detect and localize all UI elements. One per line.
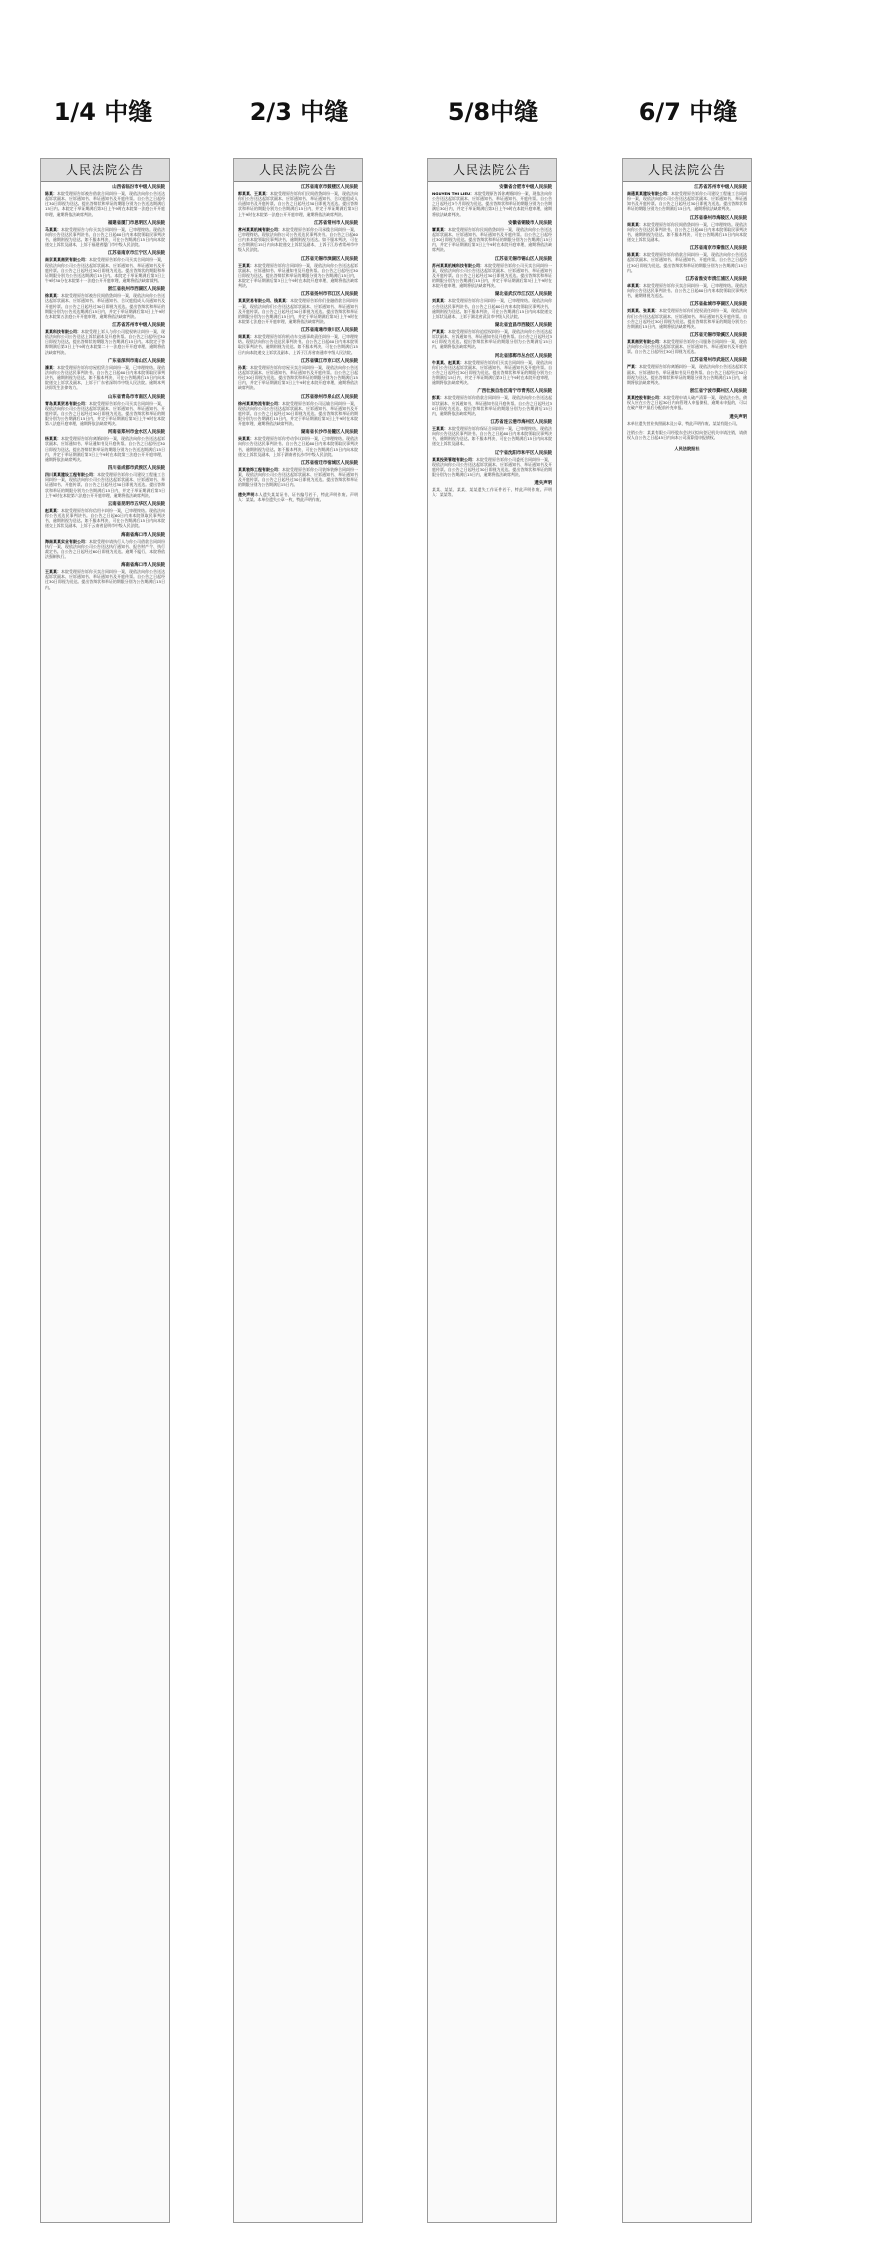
notice-body: 本院受理原告诉你们民间借贷纠纷一案，现依法向你们公告送达起诉状副本、应诉通知书、举证通知书、合议庭组成人员通知书及开庭传票。自公告之日起经过30日即视为送达。提出答辩状和举证的期限分别为公告期满后15日内，并定于举证期满后第3日上午9时在本院第一法庭公开开庭审理，逾期将依法缺席判决。 [238,191,358,217]
notice-party: 潘某： [45,364,58,370]
column-body [234,182,362,502]
column-label-1: 1/4 中缝 [53,98,153,126]
notice-block [627,358,747,385]
notice-text [627,222,747,243]
notice-body: 本院受理原告诉你追偿权纠纷一案，现依法向你公告送达起诉状副本、应诉通知书、举证通知书及开庭传票。自公告之日起经过30日即视为送达。提出答辩状和举证的期限分别为公告期满后15日内，逾期将依法缺席判决。 [432,328,552,350]
notice-body: 本院受理原告诉你公司买卖合同纠纷一案，现依法向你公司公告送达起诉状副本、应诉通知书、举证通知书及开庭传票。自公告之日起经过30日即视为送达。提出答辩状和举证的期限分别为公告期满后15日内，并定于举证期满后第3日上午9时在本院开庭审理，逾期将依法缺席判决。 [432,262,553,289]
notice-body: 本院受理原告诉你离婚纠纷一案，现依法向你公告送达起诉状副本、应诉通知书、举证通知书及开庭传票。自公告之日起经过30日即视为送达。提出答辩状和举证的期限分别为公告期满后15日内，逾期将依法缺席判决。 [627,364,748,385]
notice-party: 卓某某： [627,282,644,288]
notice-body: 本院受理原告诉你合同纠纷一案，已审理终结。现依法向你公告送达民事判决书。自公告之日起60日内来本院领取民事判决书，逾期则视为送达。如不服本判决，可在公告期满后15日内向本院递交上诉状及副本，上诉于湖北省武汉市中级人民法院。 [432,298,552,319]
notice-text [45,436,165,462]
notice-block [432,221,552,253]
court-name: 河北省邯郸市丛台区人民法院 [494,353,552,359]
court-name: 江苏省连云港市海州区人民法院 [490,420,552,425]
notice-block [627,389,747,410]
notice-block [238,257,358,289]
notice-text [238,263,358,289]
notice-body: 本院受理原告诉你买卖合同纠纷一案，已审理终结。现依法向你公告送达民事判决书。自公告之日起60日内来本院领取民事判决书，逾期则视为送达。 [627,282,747,299]
notice-block [432,354,552,386]
notice-text [432,329,552,350]
court-name: 广东省深圳市南山区人民法院 [107,358,165,364]
notice-party: 遗失声明 [238,491,255,497]
notice-block [432,257,552,289]
notice-body: 本院受理原告诉你借款合同纠纷一案，现依法向你公告送达起诉状副本、应诉通知书、举证通知书、开庭传票。自公告之日起经过30日即视为送达。提出答辩状和举证的期限分别为公告期满后15日内。 [627,252,747,273]
notice-party: 郭某某、王某某： [238,191,271,196]
notice-party: 孙某： [238,364,251,370]
court-name: 江苏省南京市鼓楼区人民法院 [300,185,358,190]
notice-body: 本院受理原告诉你民间借贷纠纷一案，现依法向你公告送达起诉状副本、应诉通知书、举证通知书及开庭传票。自公告之日起经过30日即视为送达。提出答辩状和举证的期限分别为公告期满后15日内，并定于举证期满后第3日上午9时在本院开庭审理，逾期将依法缺席判决。 [432,226,552,253]
notice-body: 本院受理原告与你买卖合同纠纷一案，已审理终结。现依法向你公告送达民事判决书。自公告之日起60日内来本院领取民事判决书，逾期则视为送达。如不服本判决，可在公告期满后15日内向本院递交上诉状及副本，上诉于福建省厦门市中级人民法院。 [45,226,165,248]
notice-block [238,221,358,253]
court-name: 江苏省盐城市亭湖区人民法院 [689,302,747,308]
court-name: 江苏省苏州市中级人民法院 [112,322,165,328]
notice-party: 某某投资管理有限公司： [432,456,477,462]
notice-party: 苏州某某机械科技有限公司： [432,262,485,268]
notice-block [432,481,552,497]
court-name: 广西壮族自治区南宁市青秀区人民法院 [477,389,552,395]
notice-body: 本院受理申请人破产清算一案，现依法公告。债权人应在公告之日起30日内向管理人申报债权，逾期未申报的，可以在破产财产最后分配前补充申报。 [627,395,748,411]
notice-block [432,389,552,416]
column-label-3: 5/8中缝 [447,98,539,126]
court-name: 江苏省徐州市泉山区人民法院 [300,394,358,400]
court-name: 江苏省南京市江宁区人民法院 [107,251,165,257]
notice-block [627,302,747,329]
court-name: 安徽省合肥市中级人民法院 [499,185,552,190]
column-header: 人民法院公告 [428,159,556,182]
court-name: 海南省海口市人民法院 [121,563,165,569]
notice-block [627,277,747,298]
notice-body: 本院受理原告诉你合同纠纷一案，现依法向你公告送达起诉状副本、应诉通知书、举证通知书及开庭传票。自公告之日起经过30日即视为送达。提出答辩状和举证的期限分别为公告期满后15日内，本院定于举证期满后第3日上午9时在本院开庭审理，逾期将依法缺席判决。 [238,262,358,289]
notice-text [238,227,358,253]
court-name: 江苏省南京市秦淮区人民法院 [689,246,747,252]
notice-party: 王某某： [238,262,255,268]
notice-body: 本院受理上诉人与你公司股权转让纠纷一案，现依法向你公司公告送达上诉状副本及开庭传票。自公告之日起经过30日即视为送达。提出答辩状的期限为公告期满后15日内。本院定于答辩期满后第3日上午9时在本院第二十一法庭公开开庭审理，逾期将依法缺席判决。 [45,328,166,355]
notice-party: 某某科技有限公司： [45,328,82,334]
column-label-2: 2/3 中缝 [249,98,349,126]
notice-text [627,395,747,410]
notice-body: 本院受理原告诉你信用卡纠纷一案，已审理终结。现依法向你公告送达民事判决书。自公告之日起60日内来本院领取民事判决书，逾期则视为送达。如不服本判决，可在公告期满后15日内向本院递交上诉状及副本，上诉于云南省昆明市中级人民法院。 [45,507,165,529]
notice-block [432,451,552,478]
notice-body: 本院受理原告诉你公司装饰装修合同纠纷一案，现依法向你公司公告送达起诉状副本、应诉通知书、举证通知书及开庭传票。自公告之日起经过30日即视为送达。提出答辩状和举证的期限分别为公告期满后15日内。 [238,466,359,488]
notice-party: 陈某： [45,191,58,196]
notice-party: 刘某某： [432,298,449,304]
notice-text [432,360,552,386]
court-name: 江苏省扬州市邗江区人民法院 [300,292,358,298]
court-name: 江苏省泰州市海陵区人民法院 [689,215,747,221]
notice-party: 赵某某： [45,507,62,513]
notice-body: 本院受理原告诉你公司运输合同纠纷一案，现依法向你公司公告送达起诉状副本、应诉通知书、举证通知书及开庭传票。自公告之日起经过30日即视为送达。提出答辩状和举证的期限分别为公告期满后15日内，并定于举证期满后第3日上午9时在本院开庭审理，逾期将依法缺席判决。 [238,400,359,427]
notice-block [627,430,747,440]
court-name: 湖北省武汉市江汉区人民法院 [494,292,552,298]
notice-column [622,158,752,2223]
notice-block [45,359,165,391]
notice-body: 本院受理原告诉你房屋租赁合同纠纷一案，已审理终结。现依法向你公告送达民事判决书。自公告之日起60日内来本院领取民事判决书，逾期则视为送达。如不服本判决，可在公告期满后15日内向本院递交上诉状及副本，上诉于广东省深圳市中级人民法院。逾期本判决即发生法律效力。 [45,364,166,391]
notice-text [45,508,165,529]
notice-party: 四川某某建设工程有限公司： [45,472,98,478]
notice-text [432,263,552,289]
notice-body: 本院受理原告诉你劳动争议纠纷一案，已审理终结。现依法向你公告送达民事判决书。自公告之日起60日内来本院领取民事判决书，逾期则视为送达。如不服本判决，可在公告期满后15日内向本院递交上诉状及副本，上诉于湖南省长沙市中级人民法院。 [238,436,358,457]
notice-block [627,415,747,426]
court-name: 浙江省杭州市西湖区人民法院 [107,287,165,293]
notice-body: 本院受理原告诉你房屋买卖合同纠纷一案，现依法向你公告送达起诉状副本、应诉通知书、举证通知书及开庭传票。自公告之日起经过30日即视为送达。提出答辩状和举证的期限分别为公告期满后15日内，并定于举证期满后第3日上午9时在本院开庭审理，逾期将依法缺席判决。 [238,364,359,391]
footer-note: 人民法院报社 [674,446,700,451]
notice-party: 某某贸易有限公司、钱某某： [238,298,291,304]
notice-text [45,257,165,283]
court-name: 福建省厦门市思明区人民法院 [107,220,165,226]
notice-body: 本院受理原告诉你离婚纠纷一案，现依法向你公告送达起诉状副本、应诉通知书、举证通知书、开庭传票。自公告之日起经过3个月即视为送达。提出答辩状和举证的期限分别为公告期满后30日内，并定于举证期满后第3日上午9时在本院开庭审理，逾期将依法缺席判决。 [432,191,553,217]
notice-body: 本院受理申请执行人与你公司借款合同纠纷执行一案，现依法向你公司公告送达执行通知书、报告财产令、执行裁定书。自公告之日起经过60日即视为送达。逾期不履行，本院将依法强制执行。 [45,538,166,559]
notice-party: 陈某某： [627,252,644,258]
notice-text [238,467,358,488]
notice-text [627,421,747,426]
notice-text [432,457,552,478]
court-name: 辽宁省沈阳市和平区人民法院 [494,450,552,456]
notice-text [627,339,747,354]
notice-body: 本单位遗失营业执照副本及公章，特此声明作废。某某有限公司。 [627,420,740,426]
notice-text [432,227,552,253]
notice-body: 某某、某某、某某、某某遗失工作证件若干，特此声明作废。声明人：某某等。 [432,487,552,498]
notice-party: 王某某： [432,426,449,431]
notice-text [45,472,165,498]
court-name: 湖南省长沙市岳麓区人民法院 [300,430,358,436]
court-name: 江苏省常州市人民法院 [314,220,358,226]
notice-block [45,466,165,498]
notice-party: NGUYEN THI LIEU： [432,191,475,196]
court-name: 江苏省无锡市梁溪区人民法院 [689,332,747,338]
court-name: 遗失声明 [729,414,747,420]
notice-body: 本院受理原告诉你机动车交通事故责任纠纷一案，已审理终结。现依法向你公告送达民事判决书。自公告之日起60日内来本院领取民事判决书，逾期则视为送达。如不服本判决，可在公告期满后15日内向本院递交上诉状及副本，上诉于江苏省南通市中级人民法院。 [238,334,358,355]
notice-body: 本院受理原告诉你公司建设工程施工合同纠纷一案，现依法向你公司公告送达起诉状副本、应诉通知书、举证通知书及开庭传票。自公告之日起经过30日即视为送达。提出答辩状和举证的期限分别为公告期满后15日内，逾期将依法缺席判决。 [627,191,748,212]
notice-text [238,401,358,427]
notice-party: 某某控股有限公司： [627,395,664,401]
notice-text [238,298,358,324]
notice-text [238,436,358,457]
notice-body: 注销公告：某某有限公司经股东会决议拟向登记机关申请注销，请债权人自公告之日起45日内向本公司清算组申报债权。 [627,429,747,440]
column-body [623,182,751,451]
court-name: 湖北省宜昌市西陵区人民法院 [494,322,552,328]
notice-party: 严某： [627,364,640,370]
notice-text [627,283,747,298]
court-name: 山西省临汾市中级人民法院 [112,185,165,190]
notice-body: 本院受理原告诉你公司服务合同纠纷一案，现依法向你公司公告送达起诉状副本、应诉通知书、举证通知书及开庭传票。自公告之日起经过30日即视为送达。 [627,338,748,355]
notice-text [432,395,552,416]
notice-body: 本院受理原告诉你借款合同纠纷一案，现依法向你公告送达起诉状副本、应诉通知书、举证通知书及开庭传票。自公告之日起经过30日即视为送达。提出答辩状和举证的期限分别为公告期满后15日内，逾期将依法缺席判决。 [432,395,553,416]
notice-party: 马某某： [45,226,62,232]
notice-text [45,539,165,560]
notice-block [432,292,552,319]
notice-body: 本院受理原告诉你公司委托合同纠纷一案，现依法向你公司公告送达起诉状副本、应诉通知书、举证通知书及开庭传票。自公告之日起经过30日即视为送达。提出答辩状和举证的期限分别为公告期满后15日内，逾期将依法缺席判决。 [432,456,553,478]
notice-party: 海南某某实业有限公司： [45,538,90,544]
notice-block [238,359,358,391]
notice-text [432,487,552,497]
notice-block [45,221,165,248]
notice-block [432,420,552,447]
notice-block [45,251,165,283]
notice-party: 青岛某某贸易有限公司： [45,400,90,406]
notice-body: 本院受理原告诉你民间借贷纠纷一案，已审理终结。现依法向你公告送达民事判决书。自公告之日起60日内来本院领取民事判决书，逾期则视为送达。如不服本判决，可在公告期满后15日内向本院递交上诉状及副本。 [627,221,747,243]
notice-party: 南通某某建设有限公司： [627,191,672,196]
notice-party: 严某某： [432,328,449,334]
notice-party: 刘某某、张某某： [627,308,660,314]
notice-block [45,502,165,529]
notice-block [45,185,165,217]
court-name: 江苏省苏州市中级人民法院 [694,185,747,190]
notice-text [45,365,165,391]
notice-block [627,185,747,212]
court-name: 江苏省常州市武进区人民法院 [689,358,747,364]
notice-text [432,426,552,447]
notice-text [627,191,747,212]
court-name: 江苏省无锡市锡山区人民法院 [494,256,552,262]
column-label-4: 6/7 中缝 [638,98,738,126]
column-body [41,182,169,590]
notice-text [45,293,165,319]
column-header: 人民法院公告 [623,159,751,182]
column-header: 人民法院公告 [41,159,169,182]
notice-block [45,287,165,319]
court-name: 江苏省无锡市滨湖区人民法院 [300,256,358,262]
notice-text [45,191,165,217]
notice-party: 彭某： [432,395,445,401]
court-name: 江苏省镇江市京口区人民法院 [300,358,358,364]
notice-block [45,395,165,427]
notice-body: 本院受理原告诉你们买卖合同纠纷一案，现依法向你们公告送达起诉状副本、应诉通知书、举证通知书及开庭传票。自公告之日起经过30日即视为送达。提出答辩状和举证的期限分别为公告期满后15日内，并定于举证期满后第3日上午9时在本院开庭审理，逾期将依法缺席判决。 [432,359,552,386]
court-name: 海南省海口市人民法院 [121,532,165,538]
notice-block [238,430,358,457]
notice-party: 徐某某： [45,293,62,299]
notice-text [238,492,358,502]
notice-party: 杨某某： [45,436,62,442]
court-name: 江苏省宿迁市宿城区人民法院 [300,460,358,466]
notice-party: 王某某： [45,569,62,575]
notice-block [432,185,552,217]
notice-column [40,158,170,2223]
notice-party: 吴某某： [238,436,255,442]
court-name: 安徽省铜陵市人民法院 [508,220,552,226]
notice-text [45,329,165,355]
notice-text [45,569,165,590]
notice-block [238,328,358,355]
notice-block [238,395,358,427]
notice-body: 本院受理原告诉你公司承揽合同纠纷一案，已审理终结。现依法向你公司公告送达民事判决书。自公告之日起60日内来本院领取民事判决书，逾期则视为送达。如不服本判决，可在公告期满后15日内向本院递交上诉状及副本，上诉于江苏省常州市中级人民法院。 [238,226,359,253]
notice-block [238,292,358,324]
notice-body: 本院受理原告诉你公司买卖合同纠纷一案，现依法向你公司公告送达起诉状副本、应诉通知书、举证通知书、开庭传票。自公告之日起经过30日即视为送达。提出答辩状和举证的期限分别为公告期满后15日内，并定于举证期满后第3日上午9时在本院第八法庭开庭审理，逾期将依法缺席判决。 [45,400,166,427]
notice-party: 某某装饰工程有限公司： [238,466,283,472]
court-name: 江苏省淮安市清江浦区人民法院 [685,276,747,282]
notice-body: 本院受理原告诉你们侵权责任纠纷一案，现依法向你们公告送达起诉状副本、应诉通知书、举证通知书及开庭传票。自公告之日起经过30日即视为送达。提出答辩状和举证的期限分别为公告期满后15日内，逾期将依法缺席判决。 [627,308,747,329]
column-header: 人民法院公告 [234,159,362,182]
notice-column [233,158,363,2223]
notice-text [627,364,747,385]
notice-block [45,323,165,355]
notice-block [45,533,165,560]
notice-party: 牛某某、赵某某： [432,359,465,365]
court-name: 浙江省宁波市鄞州区人民法院 [689,389,747,395]
notice-party: 周某某： [238,334,255,340]
notice-party: 常州某某机械有限公司： [238,226,283,232]
court-name: 江苏省南通市崇川区人民法院 [300,328,358,334]
notice-text [238,191,358,217]
notice-body: 本院受理原告诉你公司买卖合同纠纷一案，现依法向你公司公告送达起诉状副本、应诉通知书、举证通知书及开庭传票。自公告之日起经过30日即视为送达。提出答辩状的期限和举证期限分别为公告送达期满后15日内。本院定于举证期满后第3日上午9时30分在本院第十一法庭公开开庭审理，逾期将依法缺席裁判。 [45,257,166,284]
court-name: 遗失声明 [534,481,552,487]
notice-text [432,298,552,319]
notice-block [238,461,358,488]
notice-body: 本人遗失某某证书，证书编号若干，特此声明作废。声明人：某某。本单位遗失公章一枚，特此声明作废。 [238,491,359,502]
notice-column [427,158,557,2223]
notice-party: 覃某某： [432,226,449,232]
notice-block [627,216,747,243]
notice-party: 周某某： [627,221,644,227]
notice-text [238,334,358,355]
notice-body: 本院受理原告诉被告民间借贷纠纷一案，现依法向你公告送达起诉状副本、应诉通知书、举证通知书、合议庭组成人员通知书及开庭传票。自公告之日起经过30日即视为送达。提出答辩状和举证的期限分别为公告送达期满后15日内，并定于举证期满后第3日上午9时在本院第五法庭公开开庭审理，逾期将依法缺席判决。 [45,293,165,319]
notice-party: 某某商贸有限公司： [627,338,664,344]
notice-body: 本院受理原告诉你离婚纠纷一案，现依法向你公告送达起诉状副本、应诉通知书、举证通知书及开庭传票。自公告之日起经过30日即视为送达。提出答辩状和举证的期限分别为公告送达期满后15日内，并定于举证期满后第3日上午9时在本院第三法庭公开开庭审理，逾期将依法缺席判决。 [45,436,165,462]
notice-text [627,430,747,440]
notice-party: 南京某某商贸有限公司： [45,257,90,263]
notice-text [238,365,358,391]
court-name: 四川省成都市武侯区人民法院 [107,466,165,472]
notice-text [627,252,747,273]
notice-text [627,308,747,329]
notice-block [238,185,358,217]
column-body [428,182,556,498]
notice-text [45,227,165,248]
notice-block [627,333,747,354]
notice-body: 本院受理原告诉被告借款合同纠纷一案，现依法向你公告送达起诉状副本、应诉通知书、举证通知书及开庭传票。自公告之日起经过30日即视为送达。提出答辩状和举证的期限分别为公告送达期满后15日内。本院定于举证期满后第3日上午9时在本院第一法庭公开开庭审理，逾期将依法缺席判决。 [45,191,166,217]
court-name: 山东省青岛市市南区人民法院 [107,394,165,400]
notice-block [238,492,358,502]
notice-block [627,246,747,273]
notice-block [432,323,552,350]
notice-party: 徐州某某物流有限公司： [238,400,283,406]
notice-text [432,191,552,217]
notice-block [45,563,165,590]
court-name: 河南省郑州市金水区人民法院 [107,430,165,436]
notice-body: 本院受理原告诉你保证合同纠纷一案，已审理终结。现依法向你公告送达民事判决书。自公告之日起60日内来本院领取民事判决书，逾期则视为送达。如不服本判决，可在公告期满后15日内向本院递交上诉状及副本。 [432,426,552,447]
notice-block [45,430,165,462]
court-name: 云南省昆明市五华区人民法院 [107,501,165,507]
notice-text [45,401,165,427]
notice-body: 本院受理原告诉你们金融借款合同纠纷一案，现依法向你们公告送达起诉状副本、应诉通知书、举证通知书及开庭传票。自公告之日起经过30日即视为送达。提出答辩状和举证的期限分别为公告期满后15日内，并定于举证期满后第3日上午9时在本院第七法庭公开开庭审理，逾期将依法缺席判决。 [238,298,359,324]
notice-body: 本院受理原告诉你买卖合同纠纷一案，现依法向你公告送达起诉状副本、应诉通知书、举证通知书及开庭传票。自公告之日起经过30日即视为送达。提出答辩状和举证的期限分别为公告期满后15日内。 [45,569,165,590]
notice-body: 本院受理原告诉你公司建设工程施工合同纠纷一案，现依法向你公司公告送达起诉状副本、应诉通知书、举证通知书、开庭传票。自公告之日起经过30日即视为送达。提出答辩状和举证的期限分别为公告期满后15日内，并定于举证期满后第3日上午9时在本院第六法庭公开开庭审理，逾期将依法缺席判决。 [45,472,166,498]
